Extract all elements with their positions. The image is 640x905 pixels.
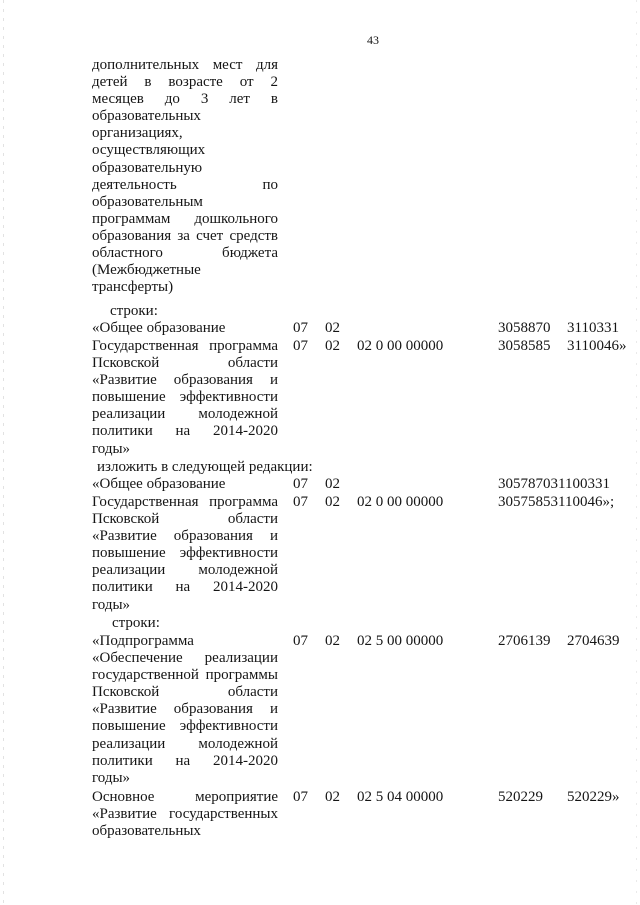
- block3-row1-value1: 2706139: [498, 633, 551, 649]
- block3-row2-value1: 520229: [498, 789, 543, 805]
- scan-edge-right: [636, 0, 637, 905]
- intro-line: образования за счет средств: [92, 227, 278, 244]
- row-name-line: Основное мероприятие: [92, 789, 278, 805]
- row-name-line: «Развитие образования и: [92, 528, 278, 545]
- block2-label: изложить в следующей редакции:: [97, 459, 313, 475]
- intro-line: дополнительных мест для: [92, 57, 278, 73]
- row-name-line: «Развитие образования и: [92, 701, 278, 718]
- block1-row2-subsection: 02: [325, 338, 340, 354]
- block1-row2-name: [92, 338, 278, 458]
- intro-line: (Межбюджетные: [92, 262, 201, 279]
- block1-row1-section: 07: [293, 320, 308, 336]
- row-name-line: государственной программы: [92, 667, 278, 684]
- block3-row1-subsection: 02: [325, 633, 340, 649]
- row-name-line: «Развитие государственных: [92, 806, 278, 823]
- intro-paragraph: [92, 57, 278, 296]
- row-name-line: образовательных: [92, 823, 201, 840]
- row-name-line: политики на 2014-2020: [92, 423, 278, 440]
- block3-row2-section: 07: [293, 789, 308, 805]
- block2-row2-subsection: 02: [325, 494, 340, 510]
- block1-row1-value1: 3058870: [498, 320, 551, 336]
- block3-row1-name: [92, 633, 278, 787]
- block2-row2-name: [92, 494, 278, 614]
- row-name-line: «Подпрограмма: [92, 633, 194, 649]
- block3-row2-code: 02 5 04 00000: [357, 789, 444, 805]
- block1-row2-value2: 3110046»: [567, 338, 627, 354]
- page-number: 43: [367, 33, 379, 47]
- row-name-line: повышение эффективности: [92, 545, 278, 562]
- block1-row2-value1: 3058585: [498, 338, 551, 354]
- block3-label: строки:: [112, 615, 160, 631]
- block1-row1-name: [92, 320, 278, 337]
- row-name-line: реализации молодежной: [92, 562, 278, 579]
- block2-row1-values: 305787031100331: [498, 476, 610, 492]
- row-name-line: «Обеспечение реализации: [92, 650, 278, 667]
- block3-row1-code: 02 5 00 00000: [357, 633, 444, 649]
- scan-edge-left: [3, 0, 4, 905]
- block1-label: строки:: [110, 303, 158, 319]
- intro-line: деятельность по: [92, 176, 278, 193]
- row-name-line: «Общее образование: [92, 320, 226, 336]
- block1-row2-section: 07: [293, 338, 308, 354]
- block2-row2-code: 02 0 00 00000: [357, 494, 444, 510]
- row-name-line: Псковской области: [92, 355, 278, 372]
- row-name-line: годы»: [92, 769, 131, 786]
- intro-line: областного бюджета: [92, 245, 278, 262]
- row-name-line: Псковской области: [92, 511, 278, 528]
- block2-row1-subsection: 02: [325, 476, 340, 492]
- row-name-line: годы»: [92, 440, 131, 457]
- block1-row1-value2: 3110331: [567, 320, 619, 336]
- row-name-line: Государственная программа: [92, 494, 278, 510]
- block3-row2-value2: 520229»: [567, 789, 620, 805]
- intro-line: образовательных: [92, 108, 201, 125]
- block1-row2-code: 02 0 00 00000: [357, 338, 444, 354]
- block3-row1-section: 07: [293, 633, 308, 649]
- block2-row2-section: 07: [293, 494, 308, 510]
- row-name-line: Псковской области: [92, 684, 278, 701]
- row-name-line: Государственная программа: [92, 338, 278, 354]
- intro-line: осуществляющих: [92, 142, 206, 159]
- row-name-line: реализации молодежной: [92, 735, 278, 752]
- intro-line: программам дошкольного: [92, 210, 278, 227]
- intro-line: образовательную: [92, 159, 203, 176]
- block2-row1-name: [92, 476, 278, 493]
- row-name-line: повышение эффективности: [92, 718, 278, 735]
- block3-row2-name: [92, 789, 278, 840]
- row-name-line: «Развитие образования и: [92, 372, 278, 389]
- block3-row2-subsection: 02: [325, 789, 340, 805]
- block1-row1-subsection: 02: [325, 320, 340, 336]
- block2-row1-section: 07: [293, 476, 308, 492]
- row-name-line: политики на 2014-2020: [92, 579, 278, 596]
- block3-row1-value2: 2704639: [567, 633, 620, 649]
- row-name-line: повышение эффективности: [92, 389, 278, 406]
- intro-line: детей в возрасте от 2: [92, 74, 278, 91]
- intro-line: организациях,: [92, 125, 183, 142]
- intro-line: образовательным: [92, 193, 203, 210]
- intro-line: месяцев до 3 лет в: [92, 91, 278, 108]
- row-name-line: политики на 2014-2020: [92, 752, 278, 769]
- row-name-line: реализации молодежной: [92, 406, 278, 423]
- block2-row2-values: 30575853110046»;: [498, 494, 615, 510]
- row-name-line: «Общее образование: [92, 476, 226, 492]
- row-name-line: годы»: [92, 596, 131, 613]
- intro-line: трансферты): [92, 279, 174, 296]
